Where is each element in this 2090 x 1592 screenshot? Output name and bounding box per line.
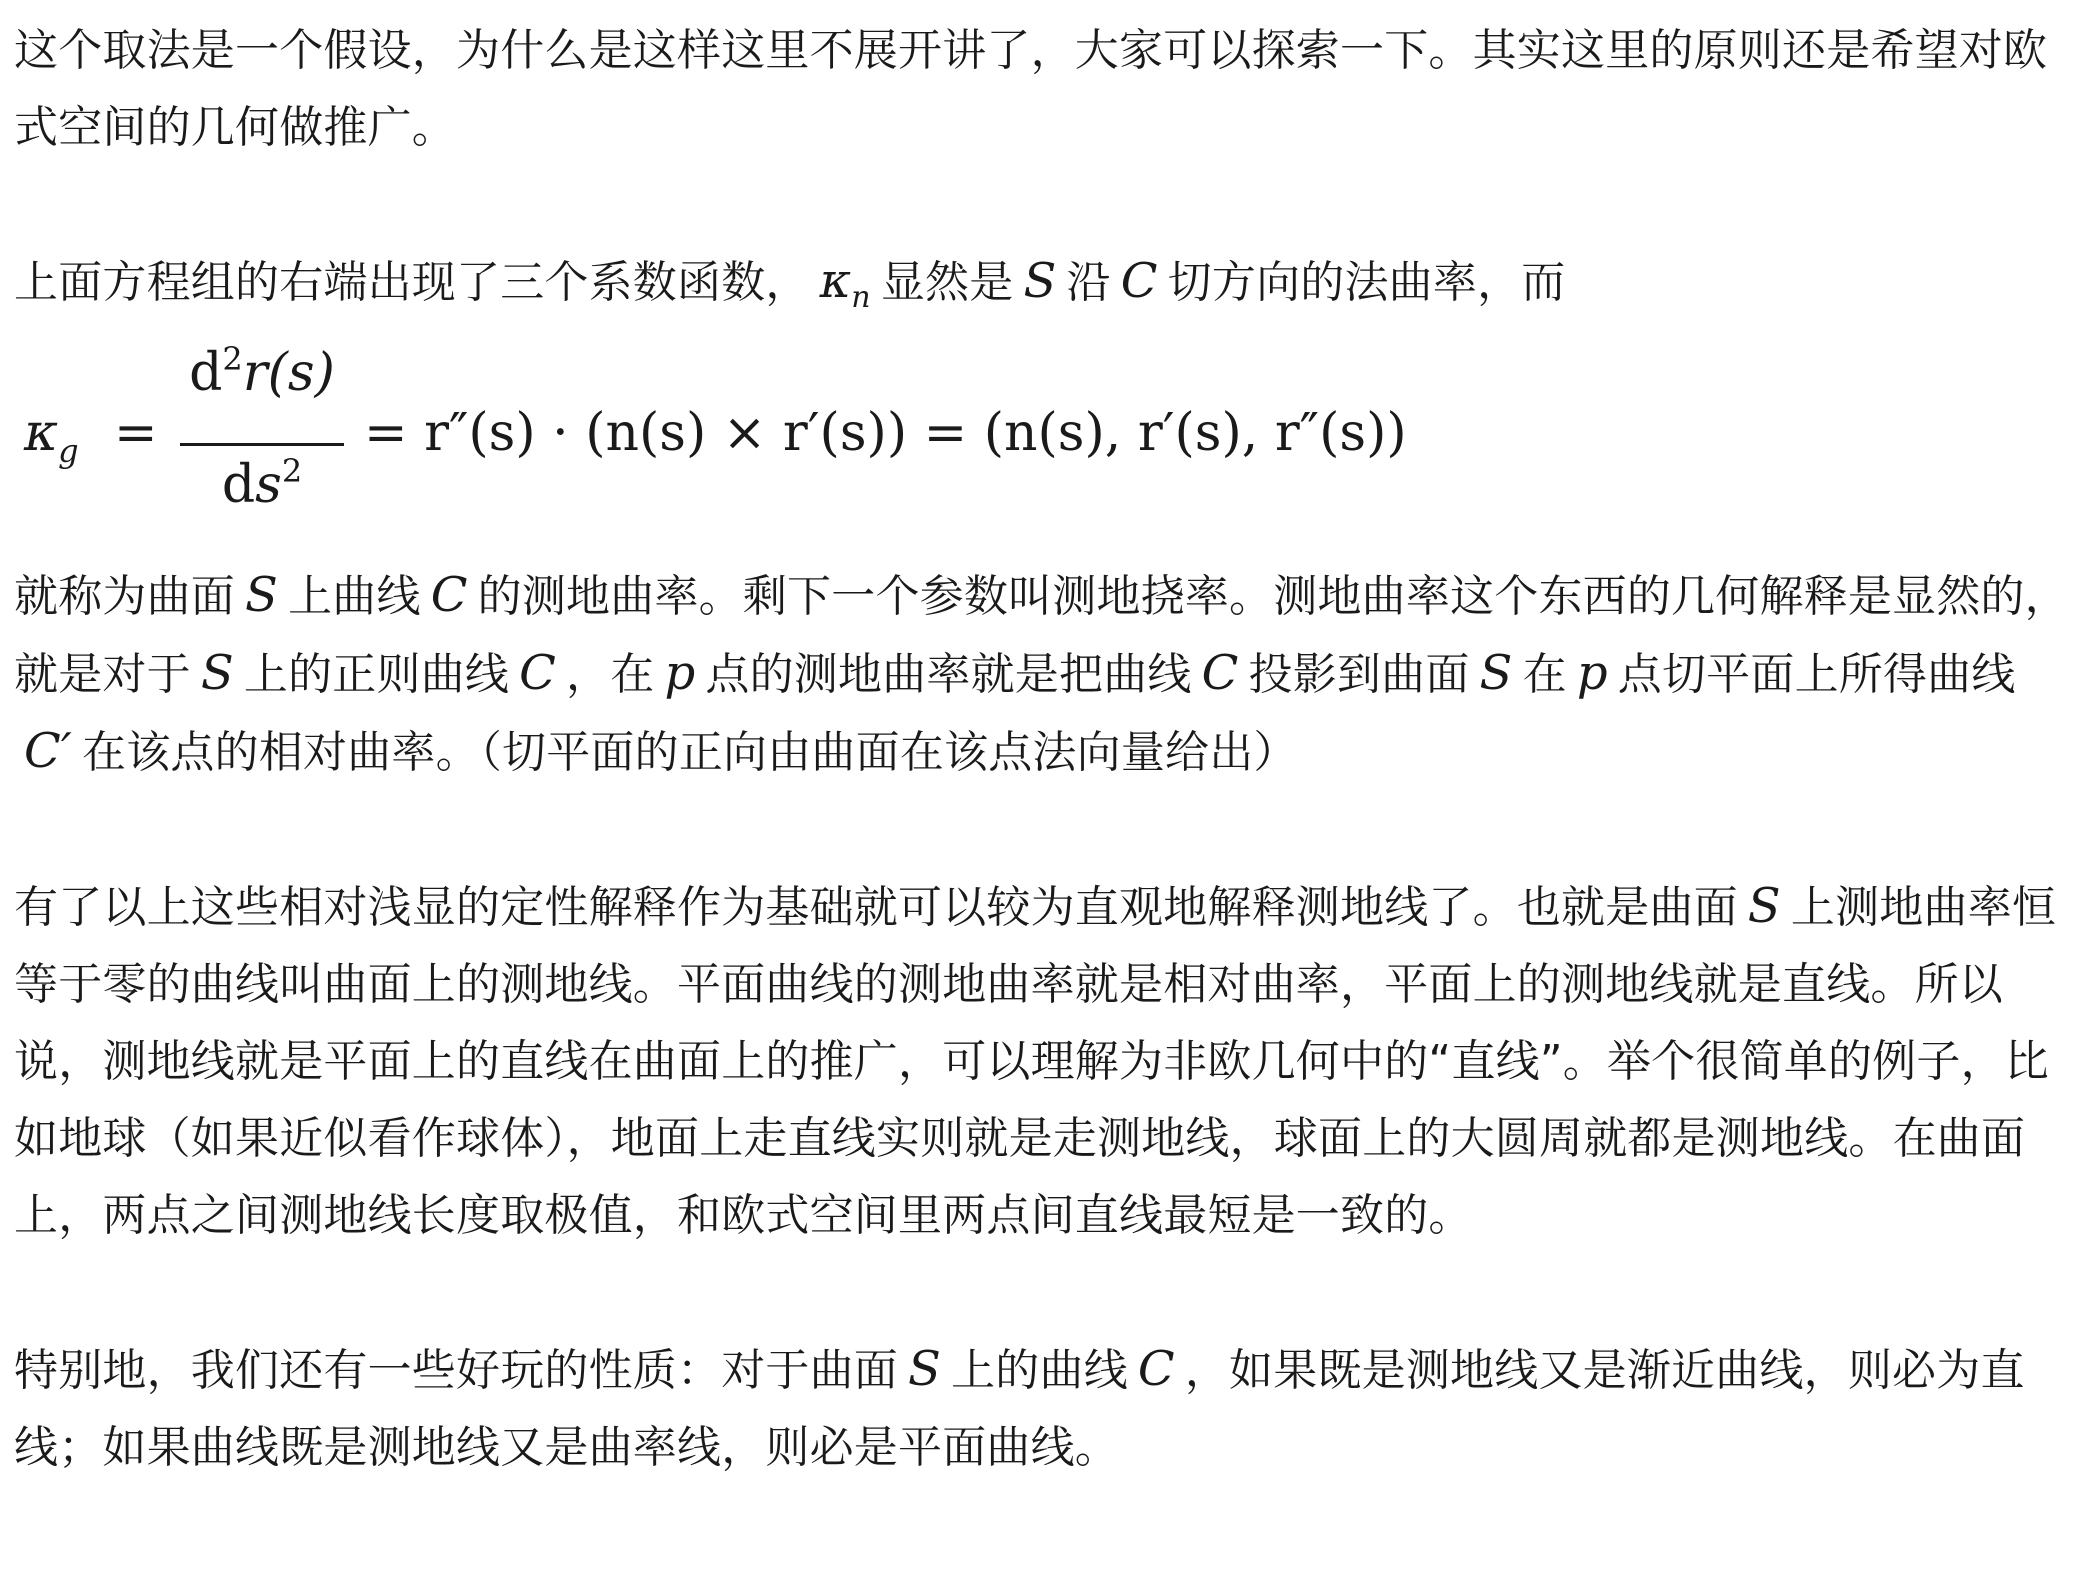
fraction-numerator [172, 340, 352, 403]
math-superscript: 2 [281, 452, 303, 490]
math-S: S [1023, 253, 1057, 309]
text-run: 的测地曲率。剩下一个参数叫测地挠率。测地曲率这个东西的几何解释是显然的，就是对于 [14, 571, 2069, 700]
math-S: S [245, 567, 279, 623]
paragraph-gap [14, 791, 2076, 868]
math-S: S [200, 645, 234, 701]
math-C-prime: C′ [24, 723, 73, 779]
math-S: S [1747, 878, 1781, 934]
math-symbol: κ [24, 403, 59, 463]
math-C: C [1137, 1341, 1175, 1397]
text-run: ，如果既是测地线又是渐近曲线，则必为直线；如果曲线既是测地线又是曲率线，则必是平面曲线。 [14, 1345, 2025, 1473]
text-run: 显然是 [880, 257, 1014, 308]
text-run: 沿 [1066, 257, 1111, 308]
math-C: C [430, 567, 468, 623]
fraction-bar [180, 443, 344, 446]
math-kappa-n [819, 253, 871, 315]
text-run: 上的曲线 [951, 1345, 1128, 1396]
fraction-denominator [172, 452, 352, 515]
math-p: p [1576, 645, 1608, 701]
text-run: 有了以上这些相对浅显的定性解释作为基础就可以较为直观地解释测地线了。也就是曲面 [14, 882, 1738, 933]
text-run: 特别地，我们还有一些好玩的性质：对于曲面 [14, 1345, 898, 1396]
math-S: S [908, 1341, 942, 1397]
text-run: 就称为曲面 [14, 571, 235, 622]
paragraph-geodesic-curvature [14, 557, 2076, 791]
math-C: C [1120, 253, 1158, 309]
formula-equals: = [114, 403, 158, 463]
text-run: 上曲线 [288, 571, 421, 622]
formula-fraction [172, 321, 352, 557]
math-subscript: n [851, 280, 871, 315]
formula-lhs [24, 403, 79, 470]
math-S: S [1479, 645, 1513, 701]
math-superscript: 2 [222, 340, 243, 378]
math-C: C [519, 645, 557, 701]
paragraph-intro: 这个取法是一个假设，为什么是这样这里不展开讲了，大家可以探索一下。其实这里的原则还是希望对欧式空间的几何做推广。 [14, 25, 2048, 153]
text-run: 点的测地曲率就是把曲线 [705, 649, 1192, 700]
text-run: 点切平面上所得曲线 [1617, 649, 2016, 700]
paragraph-properties [14, 1331, 2076, 1486]
geodesic-curvature-formula [14, 321, 2076, 557]
math-C: C [1201, 645, 1239, 701]
math-symbol: d [221, 455, 256, 515]
text-run: 在该点的相对曲率。（切平面的正向由曲面在该点法向量给出） [82, 727, 1298, 778]
text-run: 在 [1522, 649, 1567, 700]
math-symbol: κ [819, 253, 852, 309]
formula-rhs: = r″(s) · (n(s) × r′(s)) = (n(s), r′(s), r″(s)) [364, 403, 1407, 463]
text-run: ，在 [566, 649, 655, 700]
paragraph-coefficients [14, 243, 2076, 321]
math-symbol: d [189, 343, 223, 403]
paragraph-gap [14, 1254, 2076, 1331]
paragraph-geodesic [14, 868, 2076, 1254]
text-run: 切方向的法曲率，而 [1167, 257, 1566, 308]
math-symbol: r(s) [242, 343, 335, 403]
text-run: 上面方程组的右端出现了三个系数函数， [14, 257, 810, 308]
math-p: p [664, 645, 696, 701]
paragraph-gap [14, 166, 2076, 243]
text-run: 上的正则曲线 [243, 649, 510, 700]
text-run: 上测地曲率恒等于零的曲线叫曲面上的测地线。平面曲线的测地曲率就是相对曲率，平面上的测地线就是直线。所以说，测地线就是平面上的直线在曲面上的推广，可以理解为非欧几何中的“直线”。举个很简单的例子，比如地球（如果近似看作球体），地面上走直线实则就是走测地线，球面上的大圆周就都是测地线。在曲面上，两点之间测地线长度取极值，和欧式空间里两点间直线最短是一致的。 [14, 882, 2057, 1241]
math-subscript: g [58, 432, 79, 470]
math-symbol: s [255, 455, 282, 515]
text-run: 投影到曲面 [1248, 649, 1470, 700]
